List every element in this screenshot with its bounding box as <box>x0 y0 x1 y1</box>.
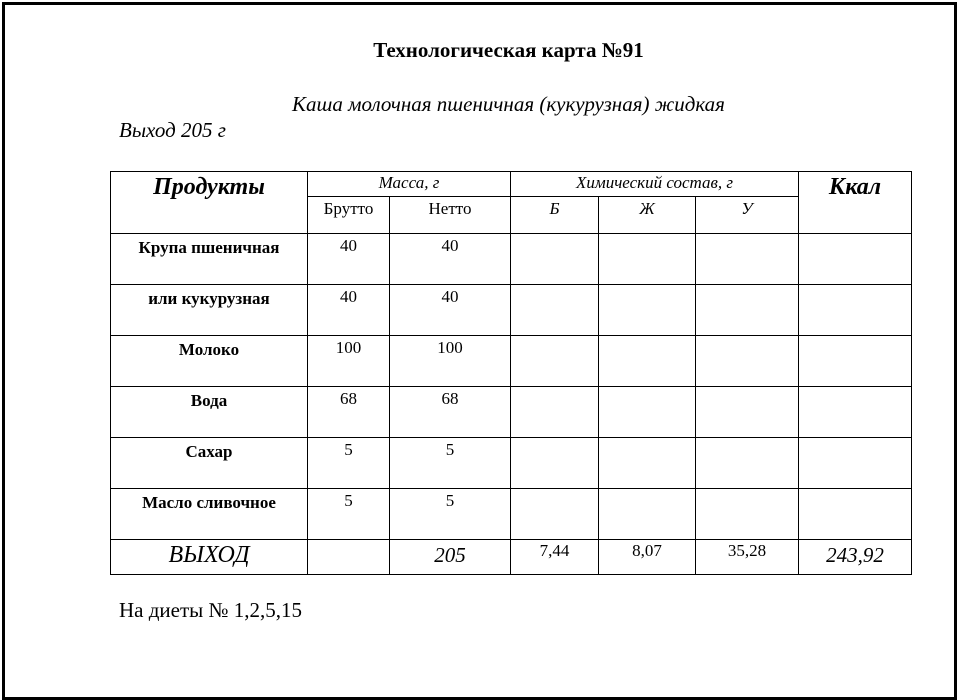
product-name: Масло сливочное <box>111 489 308 540</box>
zh-cell <box>599 387 696 438</box>
header-chem: Химический состав, г <box>511 172 799 197</box>
header-kcal: Ккал <box>799 172 912 234</box>
table-row <box>111 234 912 285</box>
product-name: или кукурузная <box>111 285 308 336</box>
net-value: 40 <box>390 285 511 336</box>
header-net: Нетто <box>390 197 511 234</box>
header-row-1 <box>111 172 912 197</box>
b-cell <box>511 234 599 285</box>
kcal-cell <box>799 336 912 387</box>
kcal-cell <box>799 234 912 285</box>
header-mass: Масса, г <box>308 172 511 197</box>
header-b: Б <box>511 197 599 234</box>
zh-cell <box>599 489 696 540</box>
gross-value: 40 <box>308 234 390 285</box>
u-cell <box>696 285 799 336</box>
kcal-cell <box>799 489 912 540</box>
table-row <box>111 387 912 438</box>
b-cell <box>511 438 599 489</box>
gross-value: 68 <box>308 387 390 438</box>
b-cell <box>511 387 599 438</box>
output-zh: 8,07 <box>599 540 696 575</box>
header-gross: Брутто <box>308 197 390 234</box>
net-value: 68 <box>390 387 511 438</box>
u-cell <box>696 387 799 438</box>
output-kcal: 243,92 <box>799 540 912 575</box>
net-value: 5 <box>390 438 511 489</box>
gross-value: 5 <box>308 489 390 540</box>
product-name: Молоко <box>111 336 308 387</box>
b-cell <box>511 285 599 336</box>
yield-line: Выход 205 г <box>119 118 226 142</box>
gross-value: 40 <box>308 285 390 336</box>
output-label: ВЫХОД <box>111 540 308 575</box>
output-b: 7,44 <box>511 540 599 575</box>
net-value: 100 <box>390 336 511 387</box>
output-gross <box>308 540 390 575</box>
tech-card-table <box>110 171 912 575</box>
output-net: 205 <box>390 540 511 575</box>
product-name: Крупа пшеничная <box>111 234 308 285</box>
kcal-cell <box>799 285 912 336</box>
product-name: Сахар <box>111 438 308 489</box>
kcal-cell <box>799 387 912 438</box>
dish-name: Каша молочная пшеничная (кукурузная) жидкая <box>292 92 725 116</box>
table-row <box>111 285 912 336</box>
header-u: У <box>696 197 799 234</box>
u-cell <box>696 336 799 387</box>
net-value: 5 <box>390 489 511 540</box>
product-name: Вода <box>111 387 308 438</box>
output-u: 35,28 <box>696 540 799 575</box>
kcal-cell <box>799 438 912 489</box>
zh-cell <box>599 438 696 489</box>
u-cell <box>696 234 799 285</box>
zh-cell <box>599 336 696 387</box>
output-row <box>111 540 912 575</box>
net-value: 40 <box>390 234 511 285</box>
table-row <box>111 489 912 540</box>
gross-value: 100 <box>308 336 390 387</box>
zh-cell <box>599 285 696 336</box>
b-cell <box>511 336 599 387</box>
header-zh: Ж <box>599 197 696 234</box>
table-row <box>111 336 912 387</box>
header-products: Продукты <box>111 172 308 234</box>
u-cell <box>696 489 799 540</box>
b-cell <box>511 489 599 540</box>
diets-note: На диеты № 1,2,5,15 <box>119 598 303 622</box>
gross-value: 5 <box>308 438 390 489</box>
table-row <box>111 438 912 489</box>
u-cell <box>696 438 799 489</box>
card-title: Технологическая карта №91 <box>373 38 644 62</box>
zh-cell <box>599 234 696 285</box>
